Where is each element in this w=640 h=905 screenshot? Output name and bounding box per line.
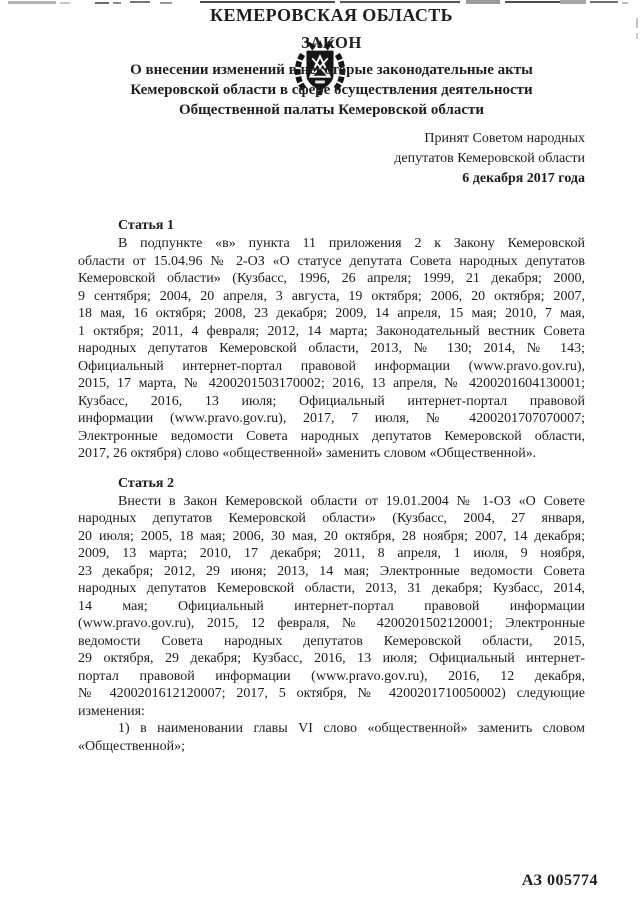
- text-line: Электронные ведомости Совета народных депутатов Кемеровской области,: [78, 428, 585, 444]
- scan-artifact: [636, 33, 638, 39]
- article-1: [78, 217, 585, 463]
- text-line: О внесении изменений в некоторые законодательные акты: [130, 62, 533, 78]
- text-line: 2009, 13 марта; 2010, 17 декабря; 2011, 8 апреля, 1 июля, 9 ноября,: [78, 546, 585, 561]
- text-line: народных депутатов Кемеровской области, 2013, № 130; 2014, № 143;: [78, 341, 585, 356]
- text-line: Официальный интернет-портал правовой информации (www.pravo.gov.ru),: [78, 358, 585, 374]
- text-line: области от 15.04.96 № 2-ОЗ «О статусе депутата Совета народных депутатов: [78, 253, 585, 269]
- scan-artifact: [636, 18, 638, 28]
- scan-artifact: [622, 2, 628, 4]
- text-line: народных депутатов Кемеровской области» (Кузбасс, 2004, 27 января,: [78, 511, 585, 526]
- adoption-date: 6 декабря 2017 года: [462, 171, 585, 186]
- text-line: депутатов Кемеровской области: [394, 151, 585, 166]
- article-2-text: [78, 493, 585, 721]
- text-line: Кемеровской области» (Кузбасс, 1996, 26 апреля; 1999, 21 декабря; 2000,: [78, 271, 585, 286]
- text-line: 20 июля; 2005, 18 мая; 2006, 30 мая, 20 октября, 28 ноября; 2007, 14 декабря;: [78, 528, 585, 544]
- document-content: [78, 0, 585, 755]
- text-line: 1 октября; 2011, 4 февраля; 2012, 14 марта; Законодательный вестник Совета: [78, 323, 585, 339]
- article-1-heading: Статья 1: [118, 218, 174, 233]
- text-line: Внести в Закон Кемеровской области от 19.01.2004 № 1-ОЗ «О Совете: [118, 493, 585, 509]
- text-line: № 4200201612120007; 2017, 5 октября, № 4200201710050002) следующие: [78, 686, 585, 701]
- scan-artifact: [8, 1, 56, 4]
- text-line: Кузбасс, 2016, 13 июля; Официальный интернет-портал правовой: [78, 393, 585, 409]
- text-line: изменения:: [78, 703, 145, 719]
- form-series-number: АЗ 005774: [521, 872, 598, 889]
- text-line: народных депутатов Кемеровской области, 2013, 31 декабря; Кузбасс, 2014,: [78, 581, 585, 596]
- text-line: 9 сентября; 2004, 20 апреля, 3 августа, 19 октября; 2006, 20 октября; 2007,: [78, 288, 585, 304]
- text-line: Общественной палаты Кемеровской области: [178, 102, 485, 118]
- text-line: (www.pravo.gov.ru), 2015, 12 февраля, № 4200201502120001; Электронные: [78, 616, 585, 631]
- article-2: [78, 475, 585, 756]
- text-line: ведомости Совета народных депутатов Кемеровской области, 2015,: [78, 633, 585, 649]
- text-line: портал правовой информации (www.pravo.gov.ru), 2016, 12 декабря,: [78, 668, 585, 684]
- text-line: 2015, 17 марта, № 4200201503170002; 2016, 13 апреля, № 4200201604130001;: [78, 376, 585, 391]
- text-line: В подпункте «в» пункта 11 приложения 2 к Закону Кемеровской: [118, 236, 585, 251]
- text-line: 1) в наименовании главы VI слово «общественной» заменить словом: [118, 721, 585, 736]
- text-line: «Общественной»;: [78, 738, 186, 754]
- scan-artifact: [590, 1, 618, 3]
- text-line: 29 октября, 29 декабря; Кузбасс, 2016, 13 июля; Официальный интернет-: [78, 651, 585, 666]
- text-line: 2017, 26 октября) слово «общественной» заменить словом «Общественной».: [78, 446, 537, 461]
- text-line: 18 мая, 16 октября; 2008, 23 декабря; 2009, 14 апреля, 15 мая; 2010, 7 мая,: [78, 306, 585, 321]
- article-2-heading: Статья 2: [118, 475, 174, 491]
- article-1-text: [78, 235, 585, 463]
- article-2-item-1: [78, 720, 585, 755]
- document-type: ЗАКОН: [301, 33, 362, 52]
- adoption-note: [78, 129, 585, 169]
- text-line: 23 декабря; 2012, 29 июня; 2013, 14 мая; Электронные ведомости Совета: [78, 563, 585, 579]
- scan-artifact: [60, 2, 70, 4]
- text-line: 14 мая; Официальный интернет-портал правовой информации: [78, 598, 585, 614]
- text-line: информации (www.pravo.gov.ru), 2017, 7 июля, № 4200201707070007;: [78, 411, 585, 426]
- law-title: [78, 60, 585, 120]
- text-line: Кемеровской области в сфере осуществления деятельности: [130, 82, 533, 98]
- region-name: КЕМЕРОВСКАЯ ОБЛАСТЬ: [210, 5, 453, 25]
- text-line: Принят Советом народных: [424, 131, 585, 146]
